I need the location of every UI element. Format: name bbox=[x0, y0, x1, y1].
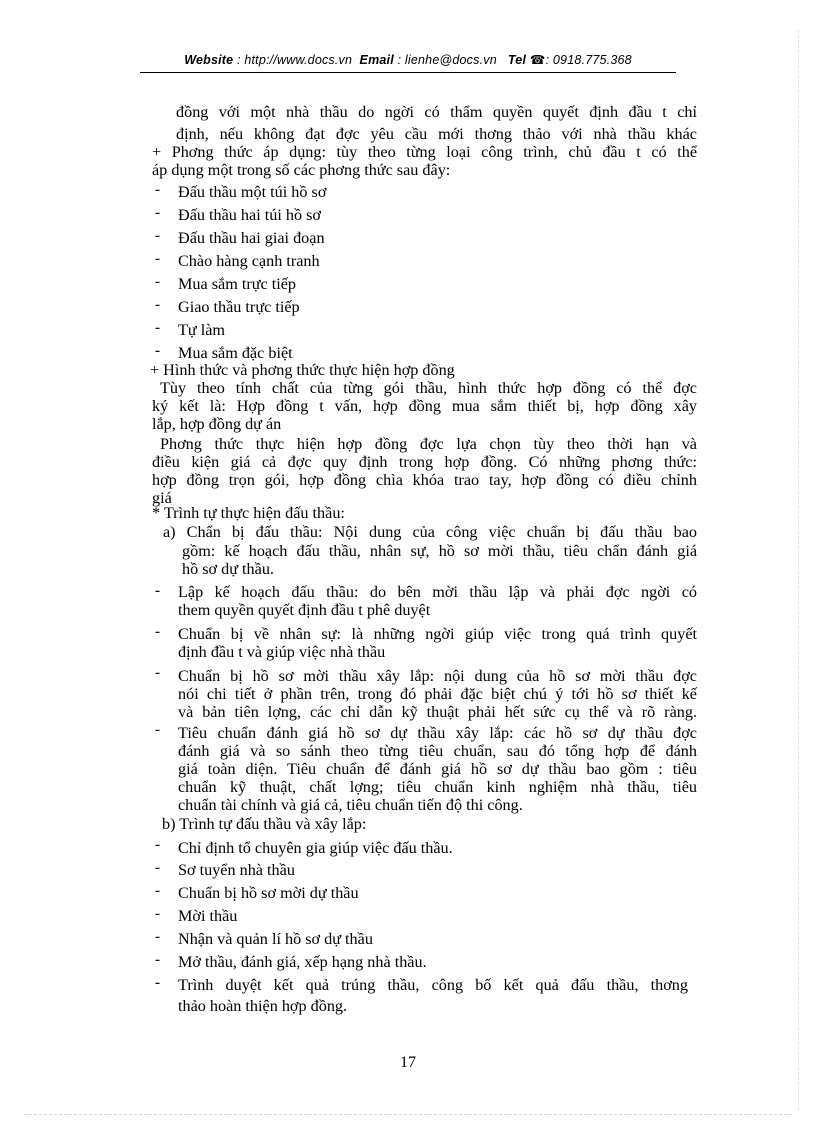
list-item: Chuẩn bị hồ sơ mời thầu xây lắp: nội dung của hồ sơ mời thầu đợc bbox=[178, 667, 697, 685]
list-item: Tự làm bbox=[178, 321, 225, 339]
text-line: đồng với một nhà thầu do ngời có thẩm quyền quyết định đầu t chỉ bbox=[176, 103, 697, 121]
list-item: Giao thầu trực tiếp bbox=[178, 298, 300, 316]
bullet-marker: - bbox=[155, 860, 160, 876]
bullet-marker: - bbox=[155, 251, 160, 267]
bullet-marker: - bbox=[155, 624, 160, 640]
list-item: định đầu t và giúp việc nhà thầu bbox=[178, 643, 386, 661]
footer-divider bbox=[24, 1114, 792, 1115]
header-divider bbox=[140, 72, 676, 73]
list-item: thảo hoàn thiện hợp đồng. bbox=[178, 997, 348, 1015]
list-item: Đấu thầu hai túi hồ sơ bbox=[178, 206, 321, 224]
bullet-marker: - bbox=[155, 929, 160, 945]
bullet-marker: - bbox=[155, 722, 160, 738]
list-item: Mở thầu, đánh giá, xếp hạng nhà thầu. bbox=[178, 953, 427, 971]
list-item: chuẩn kỹ thuật, chất lợng; tiêu chuẩn kinh nghiệm nhà thầu, tiêu bbox=[178, 778, 697, 796]
bullet-marker: - bbox=[155, 583, 160, 599]
page-header bbox=[0, 52, 816, 67]
tel-label: Tel bbox=[507, 53, 527, 67]
text-line: a) Chẩn bị đấu thầu: Nội dung của công việc chuẩn bị đấu thầu bao bbox=[163, 523, 697, 541]
bullet-marker: - bbox=[155, 320, 160, 336]
bullet-marker: - bbox=[155, 228, 160, 244]
email-label: Email bbox=[359, 53, 394, 67]
text-line: lắp, hợp đồng dự án bbox=[152, 415, 282, 433]
page-number: 17 bbox=[400, 1054, 416, 1071]
text-line: gồm: kế hoạch đấu thầu, nhân sự, hồ sơ mời thầu, tiêu chẩn đánh giá bbox=[182, 542, 697, 560]
text-line: hợp đồng trọn gói, hợp đồng chìa khóa trao tay, hợp đồng có điều chỉnh bbox=[152, 471, 697, 489]
list-item: Lập kế hoạch đấu thầu: do bên mời thầu lập và phải đợc ngời có bbox=[178, 583, 697, 601]
text-line: Tùy theo tính chất của từng gói thầu, hình thức hợp đồng có thể đợc bbox=[160, 379, 697, 397]
list-item: Chào hàng cạnh tranh bbox=[178, 252, 320, 270]
bullet-marker: - bbox=[155, 343, 160, 359]
text-line: + Phơng thức áp dụng: tùy theo từng loại công trình, chủ đầu t có thể bbox=[152, 143, 697, 161]
tel-value: : 0918.775.368 bbox=[545, 53, 632, 67]
bullet-marker: - bbox=[155, 182, 160, 198]
bullet-marker: - bbox=[155, 665, 160, 681]
text-line: giá bbox=[152, 489, 172, 507]
text-line: điều kiện giá cả đợc quy định trong hợp đồng. Có những phơng thức: bbox=[152, 453, 697, 471]
list-item: Chuẩn bị hồ sơ mời dự thầu bbox=[178, 884, 359, 902]
list-item: them quyền quyết định đầu t phê duyệt bbox=[178, 601, 431, 619]
text-line: hồ sơ dự thầu. bbox=[182, 560, 274, 578]
bullet-marker: - bbox=[155, 883, 160, 899]
list-item: Chỉ định tổ chuyên gia giúp việc đấu thầu. bbox=[178, 839, 453, 857]
website-label: Website bbox=[184, 53, 234, 67]
email-value: : lienhe@docs.vn bbox=[397, 53, 497, 67]
section-heading: b) Trình tự đấu thầu và xây lắp: bbox=[162, 815, 367, 833]
section-heading: * Trình tự thực hiện đấu thầu: bbox=[152, 504, 345, 522]
list-item: Chuẩn bị về nhân sự: là những ngời giúp việc trong quá trình quyết bbox=[178, 625, 697, 643]
text-line: ký kết là: Hợp đồng t vấn, hợp đồng mua sắm thiết bị, hợp đồng xây bbox=[152, 397, 697, 415]
text-line: Phơng thức thực hiện hợp đồng đợc lựa chọn tùy theo thời hạn và bbox=[160, 435, 697, 453]
text-line: định, nếu không đạt đợc yêu cầu mới thơng thảo với nhà thầu khác bbox=[176, 125, 697, 143]
bullet-marker: - bbox=[155, 205, 160, 221]
list-item: nói chi tiết ở phần trên, trong đó phải đặc biệt chú ý tới hồ sơ thiết kế bbox=[178, 685, 697, 703]
bullet-marker: - bbox=[155, 952, 160, 968]
list-item: giá toàn diện. Tiêu chuẩn để đánh giá hồ sơ dự thầu bao gồm : tiêu bbox=[178, 760, 697, 778]
bullet-marker: - bbox=[155, 297, 160, 313]
list-item: Mua sắm trực tiếp bbox=[178, 275, 297, 293]
list-item: Mời thầu bbox=[178, 907, 238, 925]
list-item: Đấu thầu hai giai đoạn bbox=[178, 229, 325, 247]
list-item: Trình duyệt kết quả trúng thầu, công bố kết quả đấu thầu, thơng bbox=[178, 976, 688, 994]
list-item: chuẩn tài chính và giá cả, tiêu chuẩn tiến độ thi công. bbox=[178, 796, 523, 814]
text-line: + Hình thức và phơng thức thực hiện hợp đồng bbox=[150, 361, 455, 379]
page-edge-divider bbox=[798, 30, 799, 1110]
list-item: Tiêu chuẩn đánh giá hồ sơ dự thầu xây lắp: các hồ sơ dự thầu đợc bbox=[178, 724, 697, 742]
phone-icon: ☎ bbox=[529, 53, 546, 67]
text-line: áp dụng một trong số các phơng thức sau đây: bbox=[152, 161, 451, 179]
list-item: đánh giá và so sánh theo từng tiêu chuẩn, sau đó tổng hợp để đánh bbox=[178, 742, 697, 760]
bullet-marker: - bbox=[155, 906, 160, 922]
website-value: : http://www.docs.vn bbox=[237, 53, 353, 67]
list-item: Nhận và quản lí hồ sơ dự thầu bbox=[178, 930, 373, 948]
bullet-marker: - bbox=[155, 837, 160, 853]
list-item: và bản tiên lợng, các chỉ dẫn kỹ thuật phải hết sức cụ thể và rõ ràng. bbox=[178, 703, 697, 721]
bullet-marker: - bbox=[155, 274, 160, 290]
list-item: Đấu thầu một túi hồ sơ bbox=[178, 183, 327, 201]
list-item: Sơ tuyển nhà thầu bbox=[178, 861, 295, 879]
list-item: Mua sắm đặc biệt bbox=[178, 344, 293, 362]
bullet-marker: - bbox=[155, 975, 160, 991]
